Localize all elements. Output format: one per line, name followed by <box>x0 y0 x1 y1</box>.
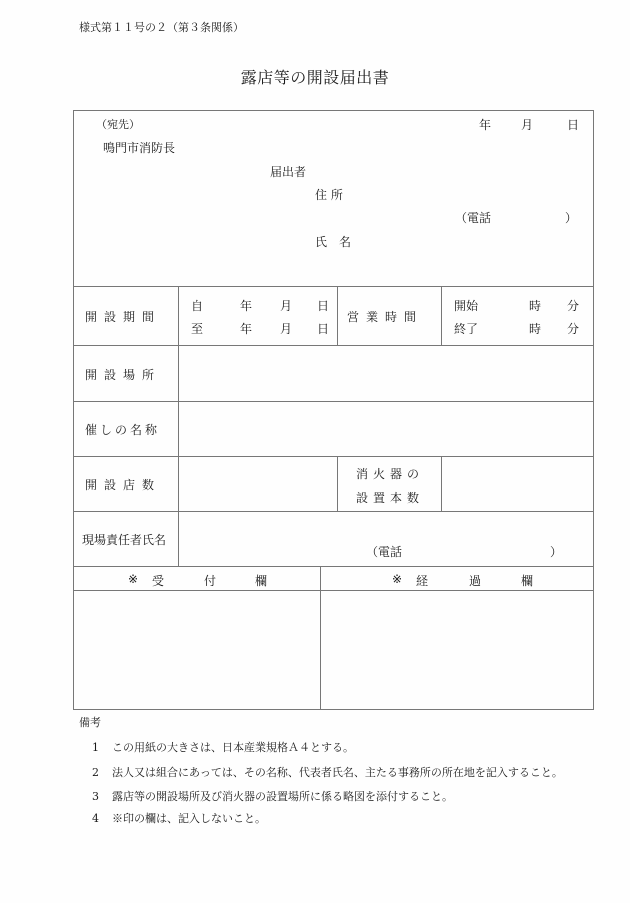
note-number: 3 <box>92 790 99 803</box>
period-to: 至 <box>191 322 204 336</box>
hours-start-minute: 分 <box>567 299 580 313</box>
reception-char-2: 付 <box>204 574 217 588</box>
store-count-label: 開設店数 <box>85 478 162 492</box>
location-field[interactable] <box>179 346 593 401</box>
period-from-month: 月 <box>280 299 293 313</box>
date-year: 年 <box>479 118 492 132</box>
progress-char-3: 欄 <box>521 574 534 588</box>
extinguisher-count-field[interactable] <box>442 457 593 511</box>
hours-end-minute: 分 <box>567 322 580 336</box>
note-text: 法人又は組合にあっては、その名称、代表者氏名、主たる事務所の所在地を記入すること。 <box>112 766 563 779</box>
date-day: 日 <box>567 118 580 132</box>
notes-title: 備考 <box>79 716 101 729</box>
progress-box <box>321 591 593 709</box>
manager-phone-open: （電話 <box>366 545 403 559</box>
note-item <box>92 788 453 804</box>
period-label: 開設期間 <box>85 310 162 324</box>
note-text: この用紙の大きさは、日本産業規格Ａ４とする。 <box>112 741 354 754</box>
recipient-prefix: （宛先） <box>96 118 140 131</box>
reception-box <box>74 591 320 709</box>
hours-end-hour: 時 <box>529 322 542 336</box>
extinguisher-label-1: 消火器の <box>356 467 425 481</box>
hours-end: 終了 <box>454 322 479 336</box>
period-from-day: 日 <box>317 299 330 313</box>
note-text: 露店等の開設場所及び消火器の設置場所に係る略図を添付すること。 <box>112 790 453 803</box>
reception-char-3: 欄 <box>255 574 268 588</box>
form-number: 様式第１１号の２（第３条関係） <box>79 21 244 34</box>
note-number: 1 <box>92 741 99 754</box>
col-divider <box>337 286 338 346</box>
page-title: 露店等の開設届出書 <box>240 68 390 87</box>
note-item <box>92 739 354 755</box>
hours-start-hour: 時 <box>529 299 542 313</box>
reception-mark: ※ <box>128 572 139 586</box>
applicant-label: 届出者 <box>270 165 307 179</box>
note-item <box>92 810 266 826</box>
period-to-day: 日 <box>317 322 330 336</box>
manager-label: 現場責任者氏名 <box>82 533 167 547</box>
col-divider <box>441 286 442 346</box>
row-divider <box>73 286 594 287</box>
hours-start: 開始 <box>454 299 479 313</box>
col-divider <box>337 456 338 512</box>
period-to-year: 年 <box>240 322 253 336</box>
event-name-field[interactable] <box>179 402 593 456</box>
reception-char-1: 受 <box>152 574 165 588</box>
table-border-top <box>73 110 594 111</box>
row-divider <box>73 566 594 567</box>
hours-label: 営業時間 <box>347 310 424 324</box>
note-text: ※印の欄は、記入しないこと。 <box>112 812 266 825</box>
event-name-label: 催しの名称 <box>85 423 161 437</box>
period-from: 自 <box>191 299 204 313</box>
note-number: 2 <box>92 766 99 779</box>
name-label: 氏 名 <box>315 235 352 249</box>
note-item <box>92 764 563 780</box>
phone-open: （電話 <box>455 211 492 225</box>
progress-char-2: 過 <box>469 574 482 588</box>
recipient-name: 鳴門市消防長 <box>103 141 176 155</box>
store-count-field[interactable] <box>179 457 337 511</box>
extinguisher-label-2: 設置本数 <box>356 491 425 505</box>
table-border-right <box>593 110 594 710</box>
note-number: 4 <box>92 812 99 825</box>
manager-phone-close: ） <box>550 545 563 559</box>
period-to-month: 月 <box>280 322 293 336</box>
progress-char-1: 経 <box>416 574 429 588</box>
period-from-year: 年 <box>240 299 253 313</box>
progress-mark: ※ <box>392 572 403 586</box>
phone-close: ） <box>565 211 578 225</box>
address-label: 住 所 <box>315 188 343 202</box>
location-label: 開設場所 <box>85 368 162 382</box>
date-month: 月 <box>521 118 534 132</box>
table-border-bottom <box>73 709 594 710</box>
